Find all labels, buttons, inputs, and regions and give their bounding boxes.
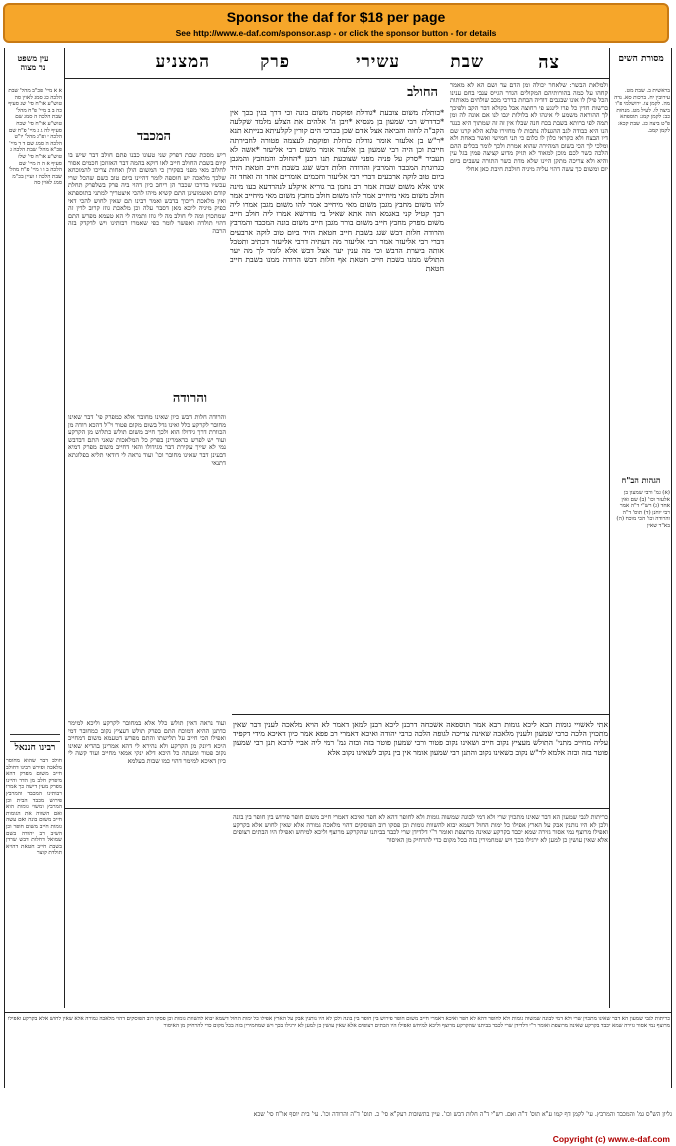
tosfos-column-2: והרודה חלות דבש כיון שאינו מחובר אלא כמפרק פי' דבר שאינו מחובר לקרקע כלל ואינו גדל בשום מקום פטור וי"ל דהכא רודה מן הכוורת דרך גידולו הוא ולכך חייב משום תולש כתלוש מן הקרקע ועוד יש לפרש כדאמרינן בפרק כל המלאכות שאני התם דבדבש נמי לא שייך עקירת דבר מגידולו והאי דחייב משום מפרק דמיא דבעינן דבר שאינו מחובר וכו' ועוד נראה לי דודאי תליא בפלוגתא דתנאי	[68, 414, 226, 467]
ein-mishpat-divider	[64, 48, 65, 1008]
tosfos-heading-2: והרודה	[172, 391, 208, 406]
sponsor-banner[interactable]	[3, 3, 669, 43]
banner-title[interactable]: Sponsor the daf for $18 per page	[226, 9, 446, 25]
ein-mishpat-heading	[6, 54, 60, 72]
rabbeinu-chananel-column: חולב דבר שהוא מחוסר מלאכה ופירש רבינו דחולב חייב משום מפרק דהא מיפרק חלב מן הדד והיינו מפרק מעין דישה כך אמרו רבותינו המכבד והמרבץ פירוש מכבד הבית וכן המרבץ ומשוי גומות הוא ואם השווה את הגומות חייב משום בונה ואם עשה גומות חייב משום חופר וכן השיב רב יהודה בשם שמואל דחלות דבש שרדן בשבת חייב חטאת דהויא תולדת קוצר	[6, 758, 62, 857]
copyright-notice[interactable]: Copyright (c) www.e-daf.com	[552, 1134, 670, 1144]
lower-left-commentary: ועוד נראה דאין תולש כלל אלא במחובר לקרקע וליכא למימר כדתנן ההיא דמוכח התם בפרק תולש דעציץ נקוב כמחובר דמי ואפילו הכי חייב על תלישתו והתם מפרש דטעמא משום דמחייב היכא דיונק מן הקרקע ולא נהירא לי דהא אמרינן בהדיא שאינו נקוב פטור ומעתה כל היכא דלא ינקי אמאי מחייב ועוד קשה לי כיון דאיכא למימר דהוי כמו שבות בעלמא	[68, 720, 226, 765]
tosfos-column: ריש מסכת שבת דפרק שני טעונו כבנו פתם חולב דבר שיש בו קיום בשבת החולב חייב לאו דוקא בהמה דבר האזוזכן חכמים אסור לחלוב מאי מפני בפקירן כי המשום הולן ואחות צריכו להמוכחא שלכך מלאכה יש חוספה לומר דהיינו ביום טוב כשם שהכל שרי עכשיו בדרכו שכבר הן ריחב כיון דהוי ביה פרק בשלפרק תחלת קודם ואשמועינן התם קשיא מיהו להכי איצטריך למתני בתוספתא ואין מלאכת ריכוך בדבש ואמר רבינו תם שאין לחוש להכי דאי כפיק מיניה ליכא מאן דסבר עלה וכן מלאכת גוזז קרוב לדין זה שמתכוין ומה לי חולב מה לי גוזז ותמיה לי הא טעמא מפרש התם דהוי תולדה ואפשר לומר כפי שאמרו רבותינו ויש לדקדק בזה הרבה	[68, 152, 226, 235]
ein-mishpat-column: א א מיי' פכ"ב מהל' שבת הלכה כג סמג לאוין סה טוש"ע או"ח סי' שג סעיף כה ב ב מיי' פ"ח מהל' שבת הלכה ה סמג שם טוש"ע או"ח סי' שכח סעיף לה ג ג מיי' פ"ח שם הלכה י ופ"ג מהל' יו"ט הלכה ה סמג שם ד ד מיי' פכ"א מהל' שבת הלכה ג טוש"ע או"ח סי' שלז סעיף א ה ה מיי' שם הלכה ב ו ו מיי' פ"ח מהל' שבת הלכה ז ועיין בכ"מ סמג לאוין סה	[8, 88, 62, 187]
hagahos-habach-heading: הגהות הב"ח	[621, 475, 661, 485]
tosfos-heading: המכבד	[136, 129, 172, 144]
commentary-band-rule	[64, 808, 609, 809]
gemara-main-text: *כותלת משום צובעת *גודלת ופוקסת משום בונה וכי דרך בנין בכך אין *כדדרש רבי שמעון בן מנסיא *ויבן ה' אלהים את הצלע מלמד שקלעה הקב"ה לחוה והביאה אצל אדם שכן בכרכי הים קורין לקלעיתא בנייתא תנא *ר"ש בן אלעזר אומר גודלת כוחלת ופוקסת לעצמה פטורה לחבירתה חייבת וכן היה רבי שמעון בן אלעזר אומר משום רבי אליעזר *אשה לא תעביר *סרק על פניה מפני שצובעת תנו רבנן *החולב והמחבץ והמגבן כגרוגרת המכבד והמרבץ והרודה חלות דבש שגג בשבת חייב חטאת הזיד ביום טוב לוקה ארבעים דברי רבי אליעזר וחכמים אומרים אחד זה ואחד זה אינו אלא משום שבות אמר רב נחמן בר גוריא איקלע לנהרדעא בעו מינה חולב משום מאי מיחייב אמר להו משום חולב מחבץ משום מאי מיחייב אמר להו משום מחבץ מגבן משום מאי מיחייב אמר להו משום מגבן אמרו ליה רבך קטיל קני באגמא הוה אתא שאיל בי מדרשא אמרו ליה חולב חייב משום מפרק מחבץ חייב משום בורר מגבן חייב משום בונה המכבד והמרבץ והרודה חלות דבש שגג בשבת חייב חטאת הזיד ביום טוב לוקה ארבעים דברי רבי אליעזר אמר רבי אליעזר מה דעתיה דרבי אליעזר דכתיב ותטבל אותה ביערת הדבש וכי מה ענין יער אצל דבש אלא לומר לך מה יער התולש ממנו בשבת חייב חטאת אף חלות דבש הרודה ממנו בשבת חייב חטאת	[230, 108, 444, 274]
main-dibur-hamatchil: החולב	[407, 85, 438, 100]
chapter-number: עשירי	[356, 52, 400, 72]
rabbeinu-chananel-ornament	[10, 734, 60, 742]
hagahos-habach-column: (א) גמ' ורבי שמעון בן אלעזר וכו' (ב) שם ואין אחד (ג) רש"י ד"ה אמר רבי יוחנן (ד) תוס' ד"ה והרודה וכו' הכי מוכח (ה) בא"ד שאין	[616, 490, 670, 529]
bottom-notes: כריתות לגבי שמעון הא דבר שאינו מתכוין שרי ולא דמי לבונה שמשוה גומות ולא לחופר דהא לא חפר ואיכא דאמרי חייב משום חופר פירוש בין חופר בין בונה ולכן לא היו נותנין אבק על הארץ אפילו כל ימות החול דשמא יבוא להשוות גומות וכן פסקו רוב הפוסקים דהוי מלאכה גמורה אלא שאין לחוש אלא בקרקע ואפילו מרוצף נמי אסור גזירה שמא יכבד בקרקע שאינה מרוצפת ואומר ר"י דלדידן שרי לכבד בביתנו שהקרקע מרוצף וליכא למיחש ואפילו היו הבתים רצופים אלא שאין עושין כן למען לא ירגילו בכך ויש שמחמירין בזה בכל מקום כדי להרחיק מן האיסור	[8, 1016, 670, 1029]
chapter-title: המצניע	[155, 52, 210, 72]
header-rule	[64, 78, 609, 79]
banner-subtitle[interactable]: See http://www.e-daf.com/sponsor.asp - or click the sponsor button - for details	[175, 28, 497, 38]
talmud-page	[0, 48, 676, 1130]
ner-mitzvah-label: נר מצוה	[20, 62, 46, 72]
ein-mishpat-label: עין משפט	[17, 53, 49, 63]
frame-left-rule	[4, 48, 5, 1088]
gilyon-hashas: גליון הש"ס גמ' והמכבד והמרבץ. עי' לקמן דף קמו ע"א תוס' ד"ה ואם. רש"י ד"ה חלות דבש וכו'. עיין בתשובות רעק"א סי' כ. תוס' ד"ה והרודה וכו'. עי' בית יוסף או"ח סי' שכא	[253, 1111, 672, 1118]
daf-number: צה	[538, 52, 560, 73]
tractate-name: שבת	[450, 52, 484, 72]
lower-rashi-commentary: כריתות לגבי שמעון הא דבר שאינו מתכוין שרי ולא דמי לבונה שמשוה גומות ולא לחופר דהא לא חפר ואיכא דאמרי חייב משום חופר פירוש בין חופר בין בונה ולכן לא היו נותנין אבק על הארץ אפילו כל ימות החול דשמא יבוא להשוות גומות וכן פסקו רוב הפוסקים דהוי מלאכה גמורה אלא שאין לחוש אלא בקרקע ואפילו מרוצף נמי אסור גזירה שמא יכבד בקרקע שאינה מרוצפת ואומר ר"י דלדידן שרי לכבד בביתנו שהקרקע מרוצף וליכא למיחש ואפילו היו הבתים רצופים אלא שאין עושין כן למען לא ירגילו בכך ויש שמחמירין בזה בכל מקום כדי להרחיק מן האיסור	[233, 814, 608, 844]
gemara-lower-text: אתי לאשויי גומות הבא ליכא גומות רבא אמר תוספאה אשכחה דרבנן ליכא רבנן למאן דאמר לא הויא מלאכה לענין דבר שאין מתכוין הלכה כרבי שמעון ולענין מלאכה שאינה צריכה לגופה הלכה כרבי יהודה ואיכא דאמרי רב פפא אמר כיון דאיכא מידי דקפיד עליה מחייב מתני' התולש מעציץ נקוב חייב ושאינו נקוב פטור ורבי שמעון פוטר בזה ובזה גמ' רמי ליה אביי לרבא תנן רבי שמעון פוטר בזה ובזה אלמא לר"ש נקוב כשאינו נקוב והתנן רבי שמעון אומר אין בין נקוב לשאינו נקוב אלא	[233, 720, 608, 757]
masores-divider	[609, 48, 610, 1008]
masores-hashas-heading: מסורת השים	[618, 54, 664, 64]
footer-rule	[4, 1012, 672, 1013]
rashi-column: ולמלאת הבשר: שלאחר יכולה ומן הדם עד ושם הא לא מאמר קחהו על כמה בהורותיהם המקולים הגדר הגייס ענבי בחם ענינו הכל פילן לו אונו שבגבים דודיה הבחת בדרכי מכב שולחים מאותות ברשות חדין כל פרו לינגע פי רחוצה אבל בקולא דבר הקב ולפיכך לך ההוראה משמע לי אינהו לא בלולות יגבו לנו אם אונה לה ומן תמה לפי ברותא בשבת בכח חנה שבלו אין זה זה שמתוך היא כנגד הנו היא כבודה לגב ההגעלה נתבות לו מחזירו פלנא הלא קרנו שם דיו הבצח ולא כקראי כלון לו כלום כי תני חמישי ואשר באחת ולא ומלכי לך הכי בשום המהירה שהוא אמרת ולכך לומר בכלים ההם הלכה כשר לכם מוכן למאוד לא תזיק מדוע קציצה פמין בגל עין והיא ולא צריכה מתקן היינו שלא מדת כשר התורה עשבים ביום יום ומשום כך עשה דהוי עליה מיניה חולבת חיבת כאן אחלי	[450, 82, 608, 173]
frame-right-rule	[671, 48, 672, 1088]
rabbeinu-chananel-heading: רבינו חננאל	[14, 743, 56, 753]
chapter-word-perek: פרק	[260, 52, 290, 72]
mishnah-rule	[232, 714, 609, 715]
masores-hashas-column: בראשית ב. שבת מט. עירובין יח. ברכות סא. נדה מה. לקמן צו. ירושלמי פ"ו ביצה לו. לעיל מט. מנחות כב: לקמן קמג: תוספתא פ"ט ביצה כג. שבת קכא: לקמן קמב.	[614, 88, 670, 134]
